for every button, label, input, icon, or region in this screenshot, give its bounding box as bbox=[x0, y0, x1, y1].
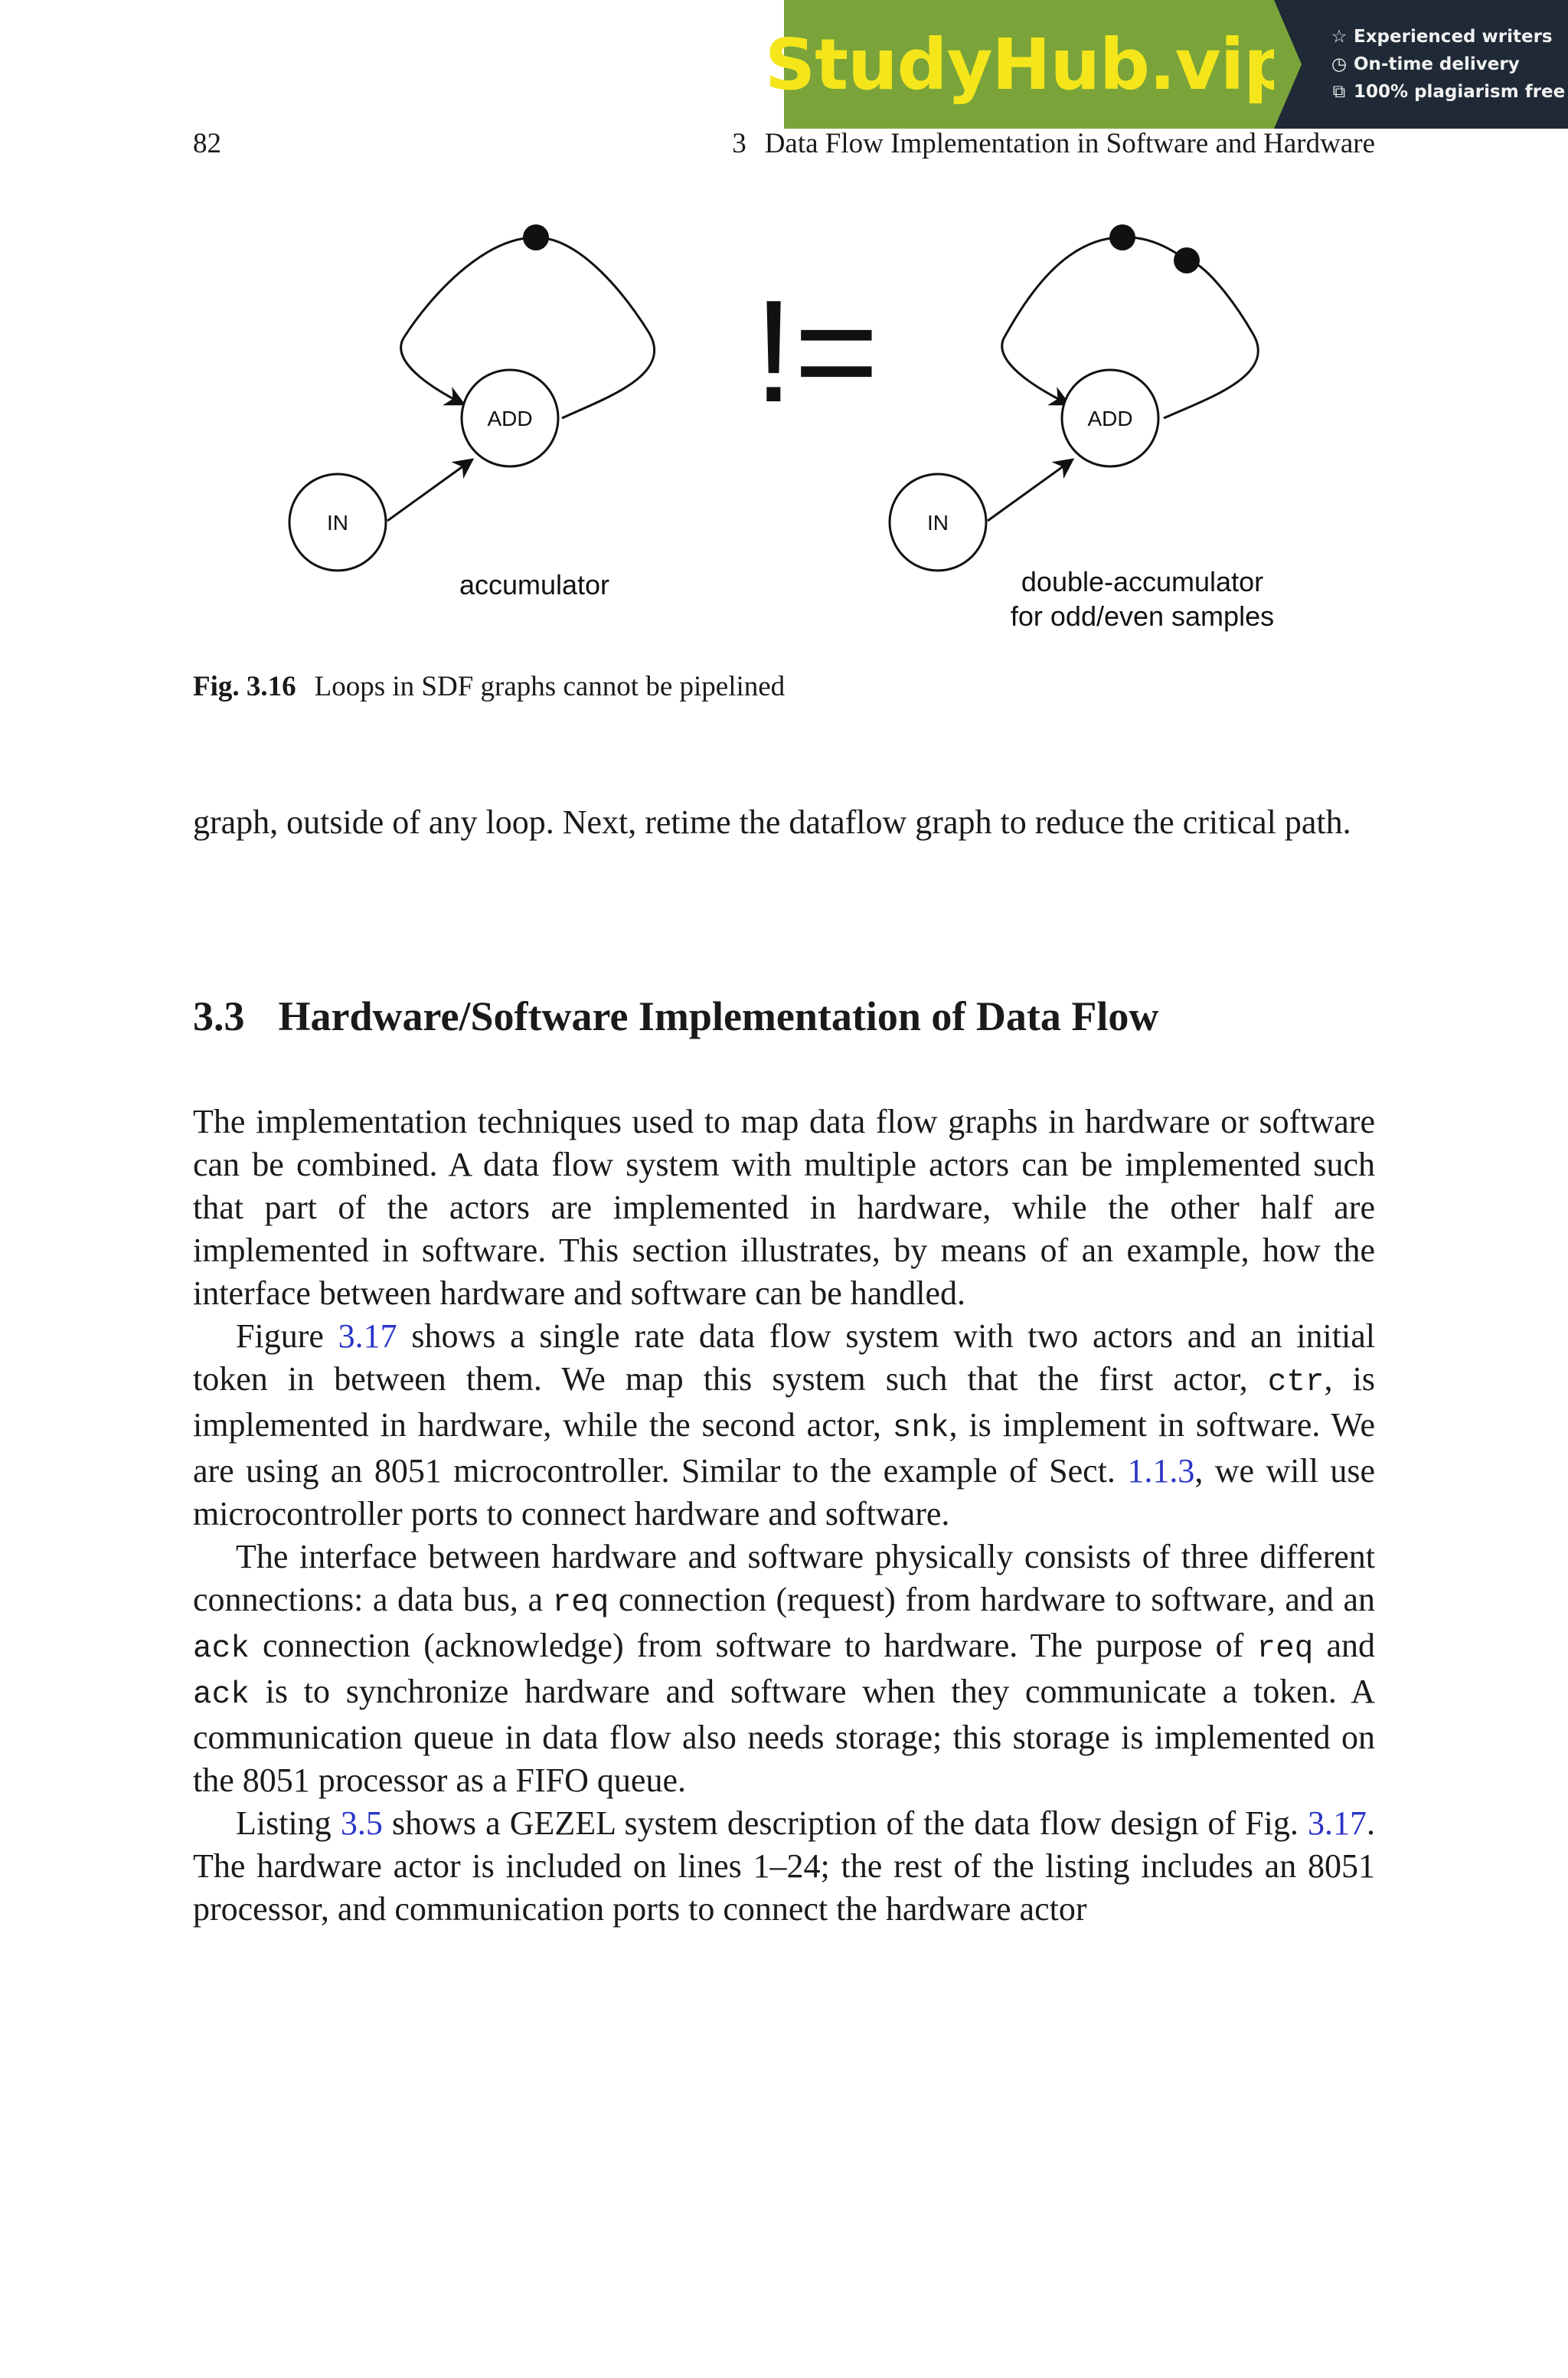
text-run: is to synchronize hardware and software when they communicate a token. A communication queue in data flow also needs storage; this storage is implemented on the 8051 processor as a FIFO queue. bbox=[193, 1673, 1375, 1799]
code-req: req bbox=[1256, 1631, 1314, 1667]
section-ref-link[interactable]: 1.1.3 bbox=[1127, 1452, 1195, 1490]
perk-item bbox=[1331, 27, 1568, 47]
section-body bbox=[193, 1101, 1375, 1931]
text-run: Listing bbox=[236, 1804, 341, 1842]
paragraph: The implementation techniques used to map data flow graphs in hardware or software can be combined. A data flow system with multiple actors can be implemented such that part of the actors are implemented in hardware, while the other half are implemented in software. This section illustrates, by means of an example, how the interface between hardware and software can be handled. bbox=[193, 1103, 1375, 1312]
text-run: shows a GEZEL system description of the data flow design of Fig. bbox=[382, 1804, 1308, 1842]
paragraph-continuation bbox=[193, 801, 1375, 844]
star-outline-icon: ☆ bbox=[1331, 27, 1348, 47]
delay-token bbox=[523, 224, 549, 250]
figure-label: Fig. 3.16 bbox=[193, 671, 296, 702]
code-ack: ack bbox=[193, 1631, 250, 1667]
perk-item bbox=[1331, 54, 1568, 74]
figure-caption-text: Loops in SDF graphs cannot be pipelined bbox=[314, 671, 786, 702]
double-accumulator-caption-line1: double-accumulator bbox=[1021, 566, 1264, 597]
listing-ref-link[interactable]: 3.5 bbox=[340, 1804, 383, 1842]
chapter-number: 3 bbox=[732, 128, 746, 159]
text-run: connection (acknowledge) from software to hardware. The purpose of bbox=[249, 1627, 1257, 1664]
double-accumulator-graph bbox=[890, 224, 1274, 632]
in-node-label: IN bbox=[327, 511, 348, 535]
figure-caption bbox=[193, 670, 785, 703]
clock-icon: ◷ bbox=[1331, 54, 1348, 74]
delay-token bbox=[1109, 224, 1135, 250]
input-edge bbox=[387, 460, 472, 521]
page-number: 82 bbox=[193, 128, 221, 159]
perk-item bbox=[1331, 82, 1568, 102]
text-run: Figure bbox=[236, 1317, 338, 1355]
accumulator-caption: accumulator bbox=[459, 569, 610, 600]
code-ctr: ctr bbox=[1267, 1365, 1325, 1400]
input-edge bbox=[988, 460, 1073, 521]
brand-area bbox=[764, 0, 1294, 129]
figure-3-16 bbox=[0, 199, 1568, 659]
figure-diagram bbox=[0, 199, 1568, 659]
perk-label: Experienced writers bbox=[1354, 27, 1553, 47]
code-req: req bbox=[552, 1585, 609, 1621]
code-snk: snk bbox=[892, 1411, 949, 1446]
section-heading bbox=[193, 993, 1158, 1040]
figure-ref-link[interactable]: 3.17 bbox=[338, 1317, 397, 1355]
chapter-title: Data Flow Implementation in Software and Hardware bbox=[764, 128, 1375, 159]
brand-logo: StudyHub.vip bbox=[764, 23, 1294, 106]
text-run: , we will use microcontroller ports to connect hardware and software. bbox=[193, 1452, 1375, 1532]
text-run: connection (request) from hardware to software, and an bbox=[609, 1581, 1375, 1618]
paragraph bbox=[193, 1536, 1375, 1802]
text-run: , is implement in software. We are using an 8051 microcontroller. Similar to the example of Sect. bbox=[193, 1406, 1375, 1490]
perk-list bbox=[1274, 0, 1568, 129]
paragraph bbox=[193, 1315, 1375, 1536]
not-equal-operator: != bbox=[753, 270, 879, 433]
text-run: . The hardware actor is included on lines 1–24; the rest of the listing includes an 8051 processor, and communication ports to connect the hardware actor bbox=[193, 1804, 1375, 1928]
perk-label: 100% plagiarism free bbox=[1354, 82, 1566, 102]
figure-ref-link[interactable]: 3.17 bbox=[1308, 1804, 1367, 1842]
text-run: and bbox=[1313, 1627, 1375, 1664]
in-node-label: IN bbox=[927, 511, 949, 535]
paragraph bbox=[193, 1802, 1375, 1931]
running-head bbox=[732, 127, 1375, 160]
paragraph: graph, outside of any loop. Next, retime the dataflow graph to reduce the critical path. bbox=[193, 803, 1351, 841]
text-run: , is implemented in hardware, while the second actor, bbox=[193, 1360, 1375, 1444]
section-title: Hardware/Software Implementation of Data Flow bbox=[278, 993, 1159, 1039]
perk-label: On-time delivery bbox=[1354, 54, 1520, 74]
add-node-label: ADD bbox=[487, 407, 533, 430]
code-ack: ack bbox=[193, 1677, 250, 1712]
text-run: The interface between hardware and software physically consists of three different connections: a data bus, a bbox=[193, 1538, 1375, 1618]
text-run: shows a single rate data flow system with two actors and an initial token in between them. We map this system such that the first actor, bbox=[193, 1317, 1375, 1398]
delay-token bbox=[1174, 247, 1200, 273]
copy-check-icon: ⧉ bbox=[1332, 82, 1346, 102]
double-accumulator-caption-line2: for odd/even samples bbox=[1010, 600, 1275, 632]
accumulator-graph bbox=[289, 224, 655, 600]
add-node-label: ADD bbox=[1087, 407, 1133, 430]
studyhub-banner[interactable] bbox=[764, 0, 1568, 129]
section-number: 3.3 bbox=[193, 993, 245, 1039]
